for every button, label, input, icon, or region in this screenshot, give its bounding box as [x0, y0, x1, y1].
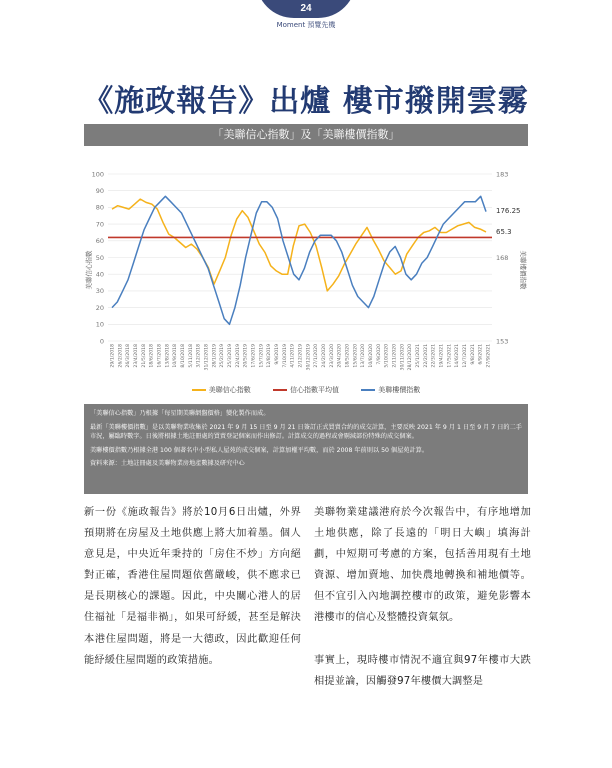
x-tick-label: 7/9/2020 [376, 344, 382, 365]
legend-label-price-index: 美聯樓價指數 [378, 386, 421, 394]
x-tick-label: 29/1/2018 [110, 344, 116, 368]
legend-item-price-index [361, 386, 420, 394]
x-tick-label: 25/3/2019 [228, 344, 233, 368]
page-number: 24 [300, 3, 312, 14]
left-axis-ticks [92, 170, 104, 345]
x-tick-label: 6/9/2021 [478, 344, 484, 365]
right-tick-label: 153 [496, 337, 509, 346]
headline: 《施政報告》出爐 樓市撥開雲霧 [83, 84, 529, 119]
x-tick-label: 9/8/2021 [470, 344, 476, 365]
x-tick-label: 22/3/2021 [431, 344, 437, 368]
left-tick-label: 90 [95, 187, 104, 195]
price-index-end-label: 176.25 [496, 207, 521, 215]
x-tick-label: 3/12/2018 [196, 344, 202, 368]
left-axis-label: 美聯信心指數 [85, 250, 93, 290]
x-tick-label: 12/7/2021 [463, 344, 468, 368]
x-tick-label: 30/12/2019 [306, 344, 312, 371]
x-tick-label: 12/8/2019 [267, 344, 273, 368]
x-tick-label: 13/8/2018 [165, 344, 171, 368]
x-tick-label: 31/12/2018 [204, 344, 210, 371]
left-tick-label: 50 [95, 253, 104, 262]
article-paragraph: 新一份《施政報告》將於10月6日出爐，外界預期將在房屋及土地供應上將大加着墨。個人意見是，中央近年秉持的「房住不炒」方向絕對正確，香港住屋問題依舊嚴峻，供不應求已是長期核心的課題。因此，中央關心港人的居住福祉「是福非禍」，如果可紓緩，甚至是解決本港住屋問題，將是一大德政，因此歡迎任何能紓緩住屋問題的政策措施。 [84, 507, 301, 666]
x-tick-label: 25/1/2021 [416, 344, 421, 368]
chart-notes [84, 404, 528, 494]
x-tick-label: 30/11/2020 [400, 344, 406, 371]
x-tick-label: 16/7/2018 [157, 344, 163, 368]
note-latest-index: 最新「美聯樓價指數」是以美聯物業收集於 2021 年 9 月 15 日至 9 月 21 日簽訂正式買賣合約的成交計算，主要反映 2021 年 9 月 1 日至 9 月 7 日的二手市況，屬臨時數字。日後將根據土地註冊處的買賣登記個案而作出修訂。計算成交的過程或會剔減部份特殊的成交個案。 [90, 423, 522, 441]
x-tick-label: 2/12/2019 [298, 344, 304, 368]
article-paragraph: 美聯物業建議港府於今次報告中，有序地增加土地供應，除了長遠的「明日大嶼」填海計劃，中短期可考慮的方案，包括善用現有土地資源、增加賣地、加快農地轉換和補地價等。但不宜引入內地調控樓市的政策，避免影響本港樓市的信心及整體投資氣氛。 [314, 507, 531, 624]
x-tick-label: 25/2/2019 [220, 344, 226, 368]
x-tick-label: 10/8/2020 [369, 344, 374, 368]
x-tick-label: 27/1/2020 [314, 344, 320, 368]
x-tick-label: 17/6/2019 [251, 344, 257, 368]
x-tick-label: 13/7/2020 [361, 344, 367, 368]
left-tick-label: 30 [95, 287, 104, 296]
left-tick-label: 40 [95, 270, 104, 279]
x-tick-label: 27/9/2021 [486, 344, 492, 368]
left-tick-label: 100 [91, 170, 104, 179]
note-confidence-definition: 「美聯信心指數」乃根據「每星期美聯網盤價格」變化製作而成。 [90, 410, 270, 417]
x-tick-label: 17/5/2021 [447, 344, 453, 368]
x-tick-label: 23/3/2020 [329, 344, 335, 368]
chart-series [108, 196, 492, 324]
legend-item-average [273, 386, 339, 394]
x-tick-label: 18/5/2020 [345, 344, 351, 368]
x-tick-label: 22/4/2019 [235, 344, 241, 368]
legend-swatch-price-index [361, 389, 375, 391]
note-source: 資料來源：土地註冊處及美聯物業房地產數據及研究中心 [90, 460, 245, 468]
x-tick-label: 28/12/2020 [408, 344, 414, 371]
x-tick-label: 14/6/2021 [455, 344, 461, 368]
article-column-left [84, 502, 301, 671]
right-tick-label: 168 [496, 253, 509, 262]
x-tick-label: 21/5/2018 [141, 344, 147, 368]
x-tick-label: 15/6/2020 [353, 344, 359, 368]
legend-label-confidence: 美聯信心指數 [208, 386, 251, 394]
legend-swatch-confidence [192, 389, 206, 391]
line-chart [84, 158, 528, 404]
x-axis-ticks [110, 344, 492, 371]
right-axis-label: 美聯樓價指數 [519, 250, 527, 290]
x-tick-label: 15/7/2019 [259, 344, 265, 368]
x-tick-label: 22/2/2021 [423, 344, 429, 368]
x-tick-label: 5/10/2020 [384, 344, 390, 368]
x-tick-label: 8/10/2018 [181, 344, 186, 368]
legend-item-confidence [192, 386, 251, 394]
left-tick-label: 60 [95, 237, 104, 246]
legend-label-average: 信心指數平均值 [290, 386, 339, 394]
chart-gridlines [108, 174, 492, 341]
left-tick-label: 70 [95, 220, 104, 229]
x-tick-label: 23/4/2018 [134, 344, 139, 368]
left-tick-label: 20 [95, 303, 104, 312]
confidence-index-line [112, 199, 486, 291]
confidence-index-end-label: 65.3 [496, 228, 512, 236]
left-tick-label: 10 [95, 320, 104, 329]
x-tick-label: 5/11/2018 [188, 344, 194, 368]
right-tick-label: 183 [496, 170, 509, 179]
x-tick-label: 28/1/2019 [212, 344, 218, 368]
left-tick-label: 80 [95, 203, 104, 212]
note-index-method: 美聯樓價指數乃根據全港 100 個著名中小型私人屋苑的成交個案，計算加權平均數，而於 2008 年前則以 50 個屋苑計算。 [90, 446, 429, 454]
right-axis-ticks [496, 170, 508, 345]
price-index-line [112, 196, 486, 324]
x-tick-label: 26/3/2018 [126, 344, 132, 368]
x-tick-label: 9/9/2019 [275, 344, 280, 365]
x-tick-label: 20/4/2020 [337, 344, 343, 368]
section-label: Moment 預覽先機 [276, 21, 336, 29]
article-column-right [314, 502, 531, 692]
chart-title-banner: 「美聯信心指數」及「美聯樓價指數」 [84, 124, 528, 146]
x-tick-label: 10/9/2018 [173, 344, 179, 368]
legend-swatch-average [273, 389, 287, 391]
x-tick-label: 26/2/2018 [118, 344, 124, 368]
x-tick-label: 20/5/2019 [243, 344, 249, 368]
x-tick-label: 2/11/2020 [392, 344, 398, 368]
x-tick-label: 4/11/2019 [290, 344, 296, 368]
x-tick-label: 18/6/2018 [149, 344, 155, 368]
left-tick-label: 0 [99, 337, 104, 346]
chart-legend [84, 385, 528, 395]
x-tick-label: 19/4/2021 [439, 344, 445, 368]
x-tick-label: 24/2/2020 [322, 344, 327, 368]
article-paragraph: 事實上，現時樓市情況不適宜與97年樓市大跌相提並論，因觸發97年樓價大調整是 [314, 654, 531, 687]
x-tick-label: 7/10/2019 [282, 344, 288, 368]
